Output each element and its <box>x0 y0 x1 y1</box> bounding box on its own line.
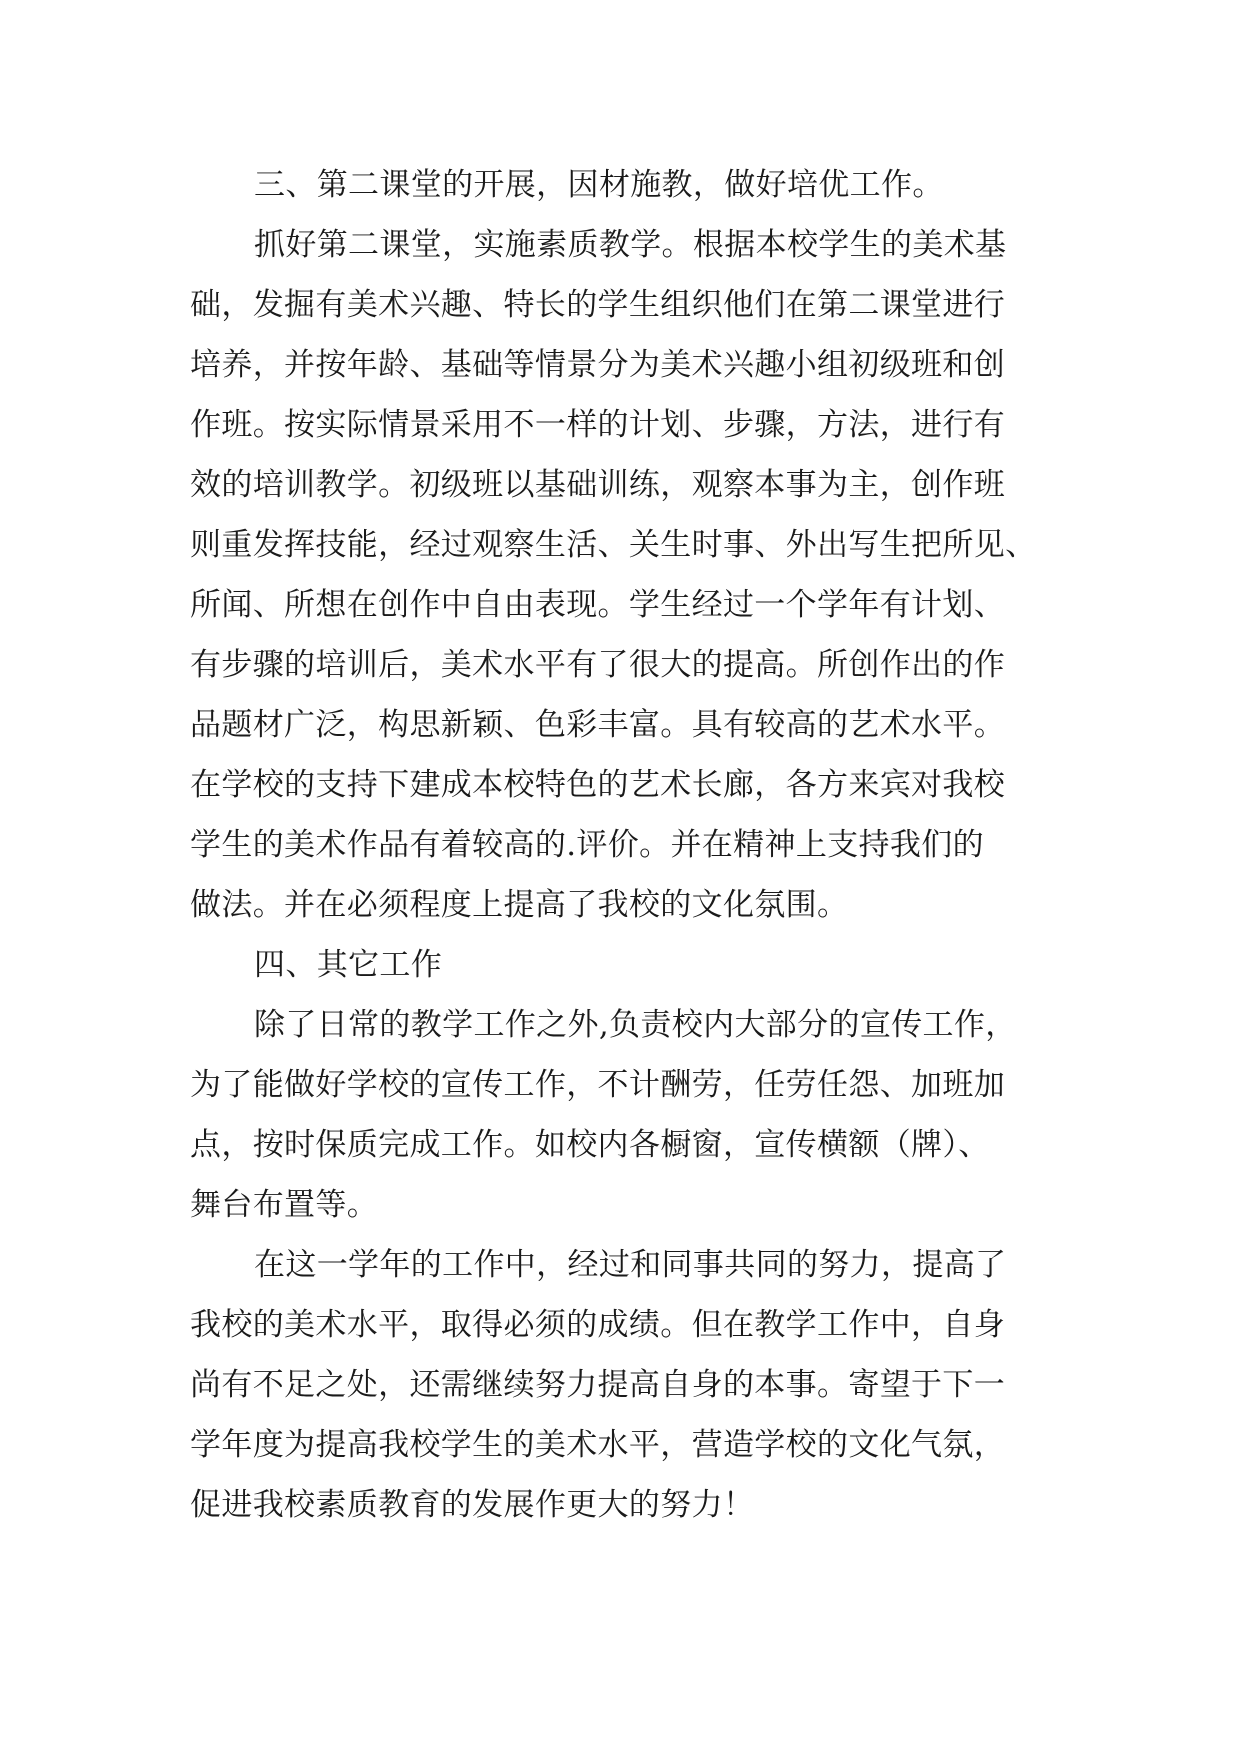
document-body <box>190 155 1070 1535</box>
section-heading-3: 三、第二课堂的开展，因材施教，做好培优工作。 <box>254 167 944 203</box>
paragraph-line: 为了能做好学校的宣传工作，不计酬劳，任劳任怨、加班加 <box>190 1067 1006 1103</box>
paragraph-line: 所闻、所想在创作中自由表现。学生经过一个学年有计划、 <box>190 587 1006 623</box>
paragraph-line: 品题材广泛，构思新颖、色彩丰富。具有较高的艺术水平。 <box>190 707 1006 743</box>
paragraph-line: 我校的美术水平，取得必须的成绩。但在教学工作中，自身 <box>190 1307 1006 1343</box>
paragraph-line: 作班。按实际情景采用不一样的计划、步骤，方法，进行有 <box>190 407 1006 443</box>
paragraph-line: 做法。并在必须程度上提高了我校的文化氛围。 <box>190 887 849 923</box>
paragraph-line: 点，按时保质完成工作。如校内各橱窗，宣传横额（牌）、 <box>190 1127 990 1163</box>
paragraph-line: 抓好第二课堂，实施素质教学。根据本校学生的美术基 <box>254 227 1007 263</box>
paragraph-line: 在学校的支持下建成本校特色的艺术长廊，各方来宾对我校 <box>190 767 1006 803</box>
paragraph-line: 有步骤的培训后，美术水平有了很大的提高。所创作出的作 <box>190 647 1006 683</box>
paragraph-line: 尚有不足之处，还需继续努力提高自身的本事。寄望于下一 <box>190 1367 1006 1403</box>
paragraph-line: 效的培训教学。初级班以基础训练，观察本事为主，创作班 <box>190 467 1006 503</box>
section-heading-4: 四、其它工作 <box>254 947 443 983</box>
paragraph-line: 在这一学年的工作中，经过和同事共同的努力，提高了 <box>254 1247 1007 1283</box>
paragraph-line: 培养，并按年龄、基础等情景分为美术兴趣小组初级班和创 <box>190 347 1006 383</box>
paragraph-line: 舞台布置等。 <box>190 1187 379 1223</box>
paragraph-line: 则重发挥技能，经过观察生活、关生时事、外出写生把所见、 <box>190 527 1037 563</box>
paragraph-line: 础，发掘有美术兴趣、特长的学生组织他们在第二课堂进行 <box>190 287 1006 323</box>
paragraph-line: 除了日常的教学工作之外,负责校内大部分的宣传工作， <box>254 1007 1017 1043</box>
paragraph-line: 促进我校素质教育的发展作更大的努力！ <box>190 1487 755 1523</box>
paragraph-line: 学生的美术作品有着较高的.评价。并在精神上支持我们的 <box>190 827 984 863</box>
paragraph-line: 学年度为提高我校学生的美术水平，营造学校的文化气氛， <box>190 1427 1006 1463</box>
